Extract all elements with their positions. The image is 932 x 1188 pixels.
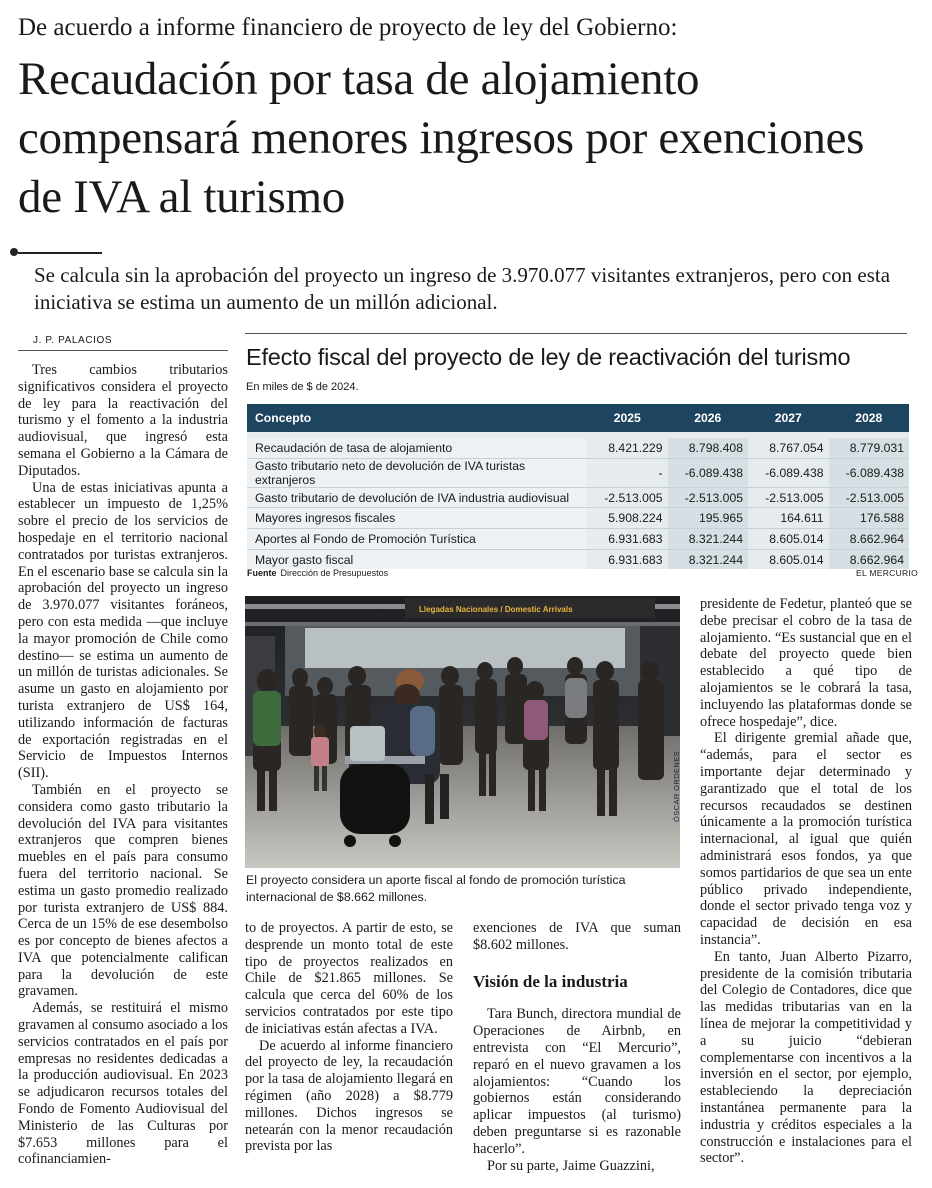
- paragraph: exenciones de IVA que suman $8.602 millones.: [473, 920, 681, 953]
- table-header-row: [247, 404, 909, 432]
- cell-value: 8.321.244: [668, 549, 749, 569]
- photo-credit: ÓSCAR ORDENES: [672, 750, 681, 822]
- cell-value: -6.089.438: [668, 458, 749, 487]
- cell-concept: Recaudación de tasa de alojamiento: [247, 438, 587, 458]
- paragraph: Una de estas iniciativas apunta a establecer un impuesto de 1,25% sobre el precio de los servicios de hospedaje en el territorio nacional contratados por turistas extranjeros. En el escenario base se calcula sin la aprobación del proyecto un ingreso de 3.970.077 visitantes foráneos, pero con esta medida —que incluye la mayor promoción de Chile como destino— se estima un aumento de un millón de turistas adicionales. Se asume un gasto en alojamiento por turista extranjero de US$ 164, utilizando información de facturas de exportación registradas en el Servicio de Impuestos Internos (SII).: [18, 479, 228, 782]
- paragraph: También en el proyecto se considera como gasto tributario la devolución del IVA para visitantes extranjeros que compren bienes muebles en el país para consumo fuera del territorio nacional. Se estima un gasto promedio realizado por turista extranjero de US$ 884. Cerca de un 15% de ese desembolso es por concepto de bienes afectos a IVA que potencialmente califican para la devolución de este gravamen.: [18, 781, 228, 1000]
- cell-value: 6.931.683: [587, 549, 668, 569]
- cell-concept: Aportes al Fondo de Promoción Turística: [247, 529, 587, 550]
- photo-caption: El proyecto considera un aporte fiscal al fondo de promoción turística internacional de $8.662 millones.: [246, 873, 626, 904]
- article-column-4: [700, 596, 912, 1167]
- headline: Recaudación por tasa de alojamiento compensará menores ingresos por exenciones de IVA al turismo: [18, 53, 865, 223]
- cell-value: -6.089.438: [748, 458, 829, 487]
- source-text: Dirección de Presupuestos: [280, 568, 389, 578]
- paragraph: De acuerdo al informe financiero del proyecto de ley, la recaudación por la tasa de alojamiento llegará en régimen (año 2028) a $8.779 millones. Dichos ingresos se netearán con la menor recaudación prevista por las: [245, 1037, 453, 1155]
- paragraph: Además, se restituirá el mismo gravamen al consumo asociado a los servicios contratados en el país por empresas no residentes dedicadas a la producción audiovisual. En 2023 se adjudicaron recursos totales del Fondo de Fomento Audiovisual del Ministerio de las Culturas por $7.653 millones para el cofinanciamien-: [18, 1000, 228, 1168]
- header-2026: 2026: [668, 404, 749, 432]
- cell-value: 6.931.683: [587, 529, 668, 550]
- header-2025: 2025: [587, 404, 668, 432]
- table-row: [247, 549, 909, 569]
- cell-value: 164.611: [748, 508, 829, 529]
- cell-value: 8.605.014: [748, 549, 829, 569]
- cell-value: 195.965: [668, 508, 749, 529]
- cell-value: -2.513.005: [829, 487, 910, 508]
- table-row: [247, 458, 909, 487]
- header-2027: 2027: [748, 404, 829, 432]
- paragraph: El dirigente gremial añade que, “además, para el sector es importante dejar determinado y garantizado que el total de los recursos recaudados se destinen únicamente a la promoción turística internacional, al igual que quién administrará esos fondos, ya que somos partidarios de que sea un ente público privado independiente, donde el sector privado tenga voz y capacidad de decisión en esa instancia”.: [700, 730, 912, 948]
- cell-value: -6.089.438: [829, 458, 910, 487]
- header-2028: 2028: [829, 404, 910, 432]
- table-row: [247, 438, 909, 458]
- article-column-2: [245, 920, 453, 1155]
- cell-value: -2.513.005: [748, 487, 829, 508]
- paragraph: Tara Bunch, directora mundial de Operaciones de Airbnb, en entrevista con “El Mercurio”, reparó en el nuevo gravamen a los alojamientos: “Cuando los gobiernos están considerando aplicar impuestos (al turismo) deben preguntarse si es razonable hacerlo”.: [473, 1006, 681, 1157]
- publisher-brand: EL MERCURIO: [856, 568, 919, 578]
- table-title: Efecto fiscal del proyecto de ley de reactivación del turismo: [246, 344, 851, 370]
- source-label: Fuente: [247, 568, 277, 578]
- section-subhead: Visión de la industria: [473, 971, 628, 991]
- table-row: [247, 529, 909, 550]
- cell-concept: Mayores ingresos fiscales: [247, 508, 587, 529]
- table-top-rule: [245, 333, 907, 334]
- lead-bullet: [10, 248, 18, 256]
- table-row: [247, 508, 909, 529]
- airport-arrivals-illustration: [245, 596, 680, 868]
- cell-value: -: [587, 458, 668, 487]
- cell-value: 176.588: [829, 508, 910, 529]
- airport-photo: [245, 596, 680, 868]
- cell-value: 8.421.229: [587, 438, 668, 458]
- table-row: [247, 487, 909, 508]
- cell-value: -2.513.005: [668, 487, 749, 508]
- cell-value: 8.662.964: [829, 529, 910, 550]
- cell-concept: Gasto tributario de devolución de IVA industria audiovisual: [247, 487, 587, 508]
- article-column-3: [473, 920, 681, 1174]
- header-concepto: Concepto: [247, 404, 587, 432]
- table-subtitle: En miles de $ de 2024.: [246, 381, 359, 393]
- cell-value: 8.605.014: [748, 529, 829, 550]
- byline: J. P. PALACIOS: [33, 335, 113, 346]
- fiscal-effect-table: [247, 404, 909, 569]
- cell-value: 8.767.054: [748, 438, 829, 458]
- cell-value: 8.321.244: [668, 529, 749, 550]
- cell-concept: Gasto tributario neto de devolución de IVA turistas extranjeros: [247, 458, 587, 487]
- cell-concept: Mayor gasto fiscal: [247, 549, 587, 569]
- paragraph: to de proyectos. A partir de esto, se desprende un monto total de este tipo de proyectos realizados en Chile de $21.865 millones. Se calcula que cerca del 60% de los servicios contratados por este tipo de iniciativas están afectas a IVA.: [245, 920, 453, 1037]
- paragraph: En tanto, Juan Alberto Pizarro, presidente de la comisión tributaria del Colegio de Contadores, dice que las medidas tributarias van en la línea de mejorar la competitividad y a su juicio “debieran complementarse con incentivos a la inversión en el sector, por ejemplo, estableciendo la depreciación instantánea permanente para la industria y créditos especiales a la construcción e instalaciones para el sector”.: [700, 948, 912, 1167]
- cell-value: 8.779.031: [829, 438, 910, 458]
- arrivals-sign: Llegadas Nacionales / Domestic Arrivals: [419, 605, 573, 614]
- lead-rule: [18, 252, 102, 254]
- paragraph: presidente de Fedetur, planteó que se debe precisar el cobro de la tasa de alojamiento. “Es sustancial que en el debate del proyecto quede bien establecido a qué tipo de alojamientos se le cobrará la tasa, incluyendo las plataformas donde se ofrece hospedaje”, dice.: [700, 596, 912, 730]
- byline-rule: [18, 350, 228, 351]
- paragraph: Por su parte, Jaime Guazzini,: [487, 1157, 655, 1174]
- kicker: De acuerdo a informe financiero de proyecto de ley del Gobierno:: [18, 14, 678, 41]
- cell-value: 8.662.964: [829, 549, 910, 569]
- lead-paragraph: Se calcula sin la aprobación del proyecto un ingreso de 3.970.077 visitantes extranjeros, pero con esta iniciativa se estima un aumento de un millón adicional.: [34, 263, 891, 314]
- paragraph: Tres cambios tributarios significativos considera el proyecto de ley para la reactivación del turismo y el fomento a la industria audiovisual, que ingresó esta semana el Gobierno a la Cámara de Diputados.: [18, 362, 228, 479]
- article-column-1: [18, 362, 228, 1168]
- cell-value: 5.908.224: [587, 508, 668, 529]
- cell-value: 8.798.408: [668, 438, 749, 458]
- table-source: [247, 568, 388, 578]
- cell-value: -2.513.005: [587, 487, 668, 508]
